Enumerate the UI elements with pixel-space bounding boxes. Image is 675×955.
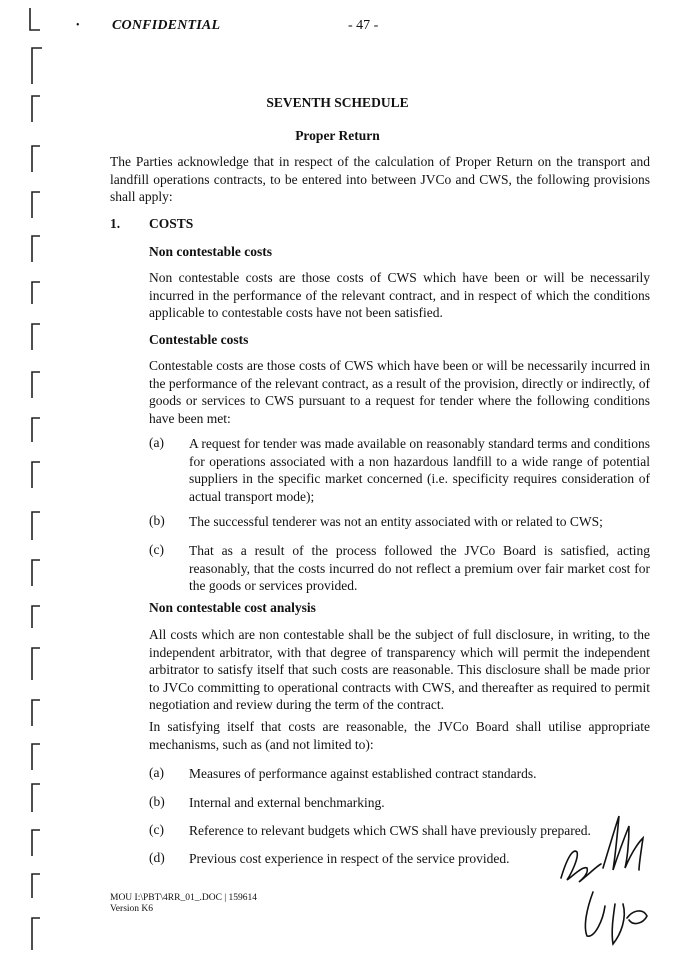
page-number: - 47 - — [348, 18, 379, 33]
list-item-text: Measures of performance against established contract standards. — [189, 766, 537, 781]
list-item-label: (b) — [149, 794, 165, 809]
contestable-heading: Contestable costs — [149, 332, 249, 347]
handwritten-initials — [553, 808, 663, 948]
list-item-label: (c) — [149, 822, 164, 837]
list-item-text: Internal and external benchmarking. — [189, 795, 385, 810]
list-item-label: (b) — [149, 513, 165, 528]
intro-paragraph: The Parties acknowledge that in respect of the calculation of Proper Return on the transport and landfill operations contracts, to be entered into between JVCo and CWS, the following provisions shall apply: — [110, 154, 650, 204]
non-contestable-heading: Non contestable costs — [149, 244, 272, 259]
list-item-text: Previous cost experience in respect of the service provided. — [189, 851, 510, 866]
stray-mark: • — [76, 20, 80, 31]
confidential-header: CONFIDENTIAL — [112, 18, 221, 33]
list-item-text: That as a result of the process followed the JVCo Board is satisfied, acting reasonably, that the costs incurred do not reflect a premium over fair market cost for the goods or services provided. — [189, 543, 650, 593]
footer-line-1: MOU I:\PBT\4RR_01_.DOC | 159614 — [110, 893, 258, 903]
list-item-label: (c) — [149, 542, 164, 557]
list-item-label: (a) — [149, 435, 164, 450]
list-item-text: The successful tenderer was not an entity associated with or related to CWS; — [189, 514, 603, 529]
footer-line-2: Version K6 — [110, 904, 154, 914]
analysis-text-1: All costs which are non contestable shall be the subject of full disclosure, in writing, to the independent arbitrator, with that degree of transparency which will permit the independent arbitrator to satisfy itself that such costs are reasonable. This disclosure shall be made prior to JVCo committing to operational contracts with CWS, and thereafter as required to permit negotiation and review during the term of the contract. — [149, 627, 650, 712]
list-item-label: (a) — [149, 765, 164, 780]
analysis-heading: Non contestable cost analysis — [149, 600, 316, 615]
contestable-text: Contestable costs are those costs of CWS which have been or will be necessarily incurred in the performance of the relevant contract, as a result of the provision, directly or indirectly, of goods or services to CWS pursuant to a request for tender where the following conditions have been met: — [149, 358, 650, 426]
analysis-text-2: In satisfying itself that costs are reasonable, the JVCo Board shall utilise appropriate mechanisms, such as (and not limited to): — [149, 719, 650, 752]
list-item-text: Reference to relevant budgets which CWS shall have previously prepared. — [189, 823, 591, 838]
list-item-label: (d) — [149, 850, 165, 865]
non-contestable-text: Non contestable costs are those costs of CWS which have been or will be necessarily incurred in the performance of the relevant contract, and in respect of which the conditions applicable to contestable costs have not been satisfied. — [149, 270, 650, 320]
list-item-text: A request for tender was made available on reasonably standard terms and conditions for operations associated with a non hazardous landfill to a wide range of potential suppliers in the specific market concerned (i.e. specificity requires consideration of actual transport mode); — [189, 436, 650, 504]
schedule-subtitle: Proper Return — [295, 128, 380, 143]
schedule-title: SEVENTH SCHEDULE — [266, 95, 409, 110]
section-number: 1. — [110, 216, 121, 231]
section-title: COSTS — [149, 216, 194, 231]
